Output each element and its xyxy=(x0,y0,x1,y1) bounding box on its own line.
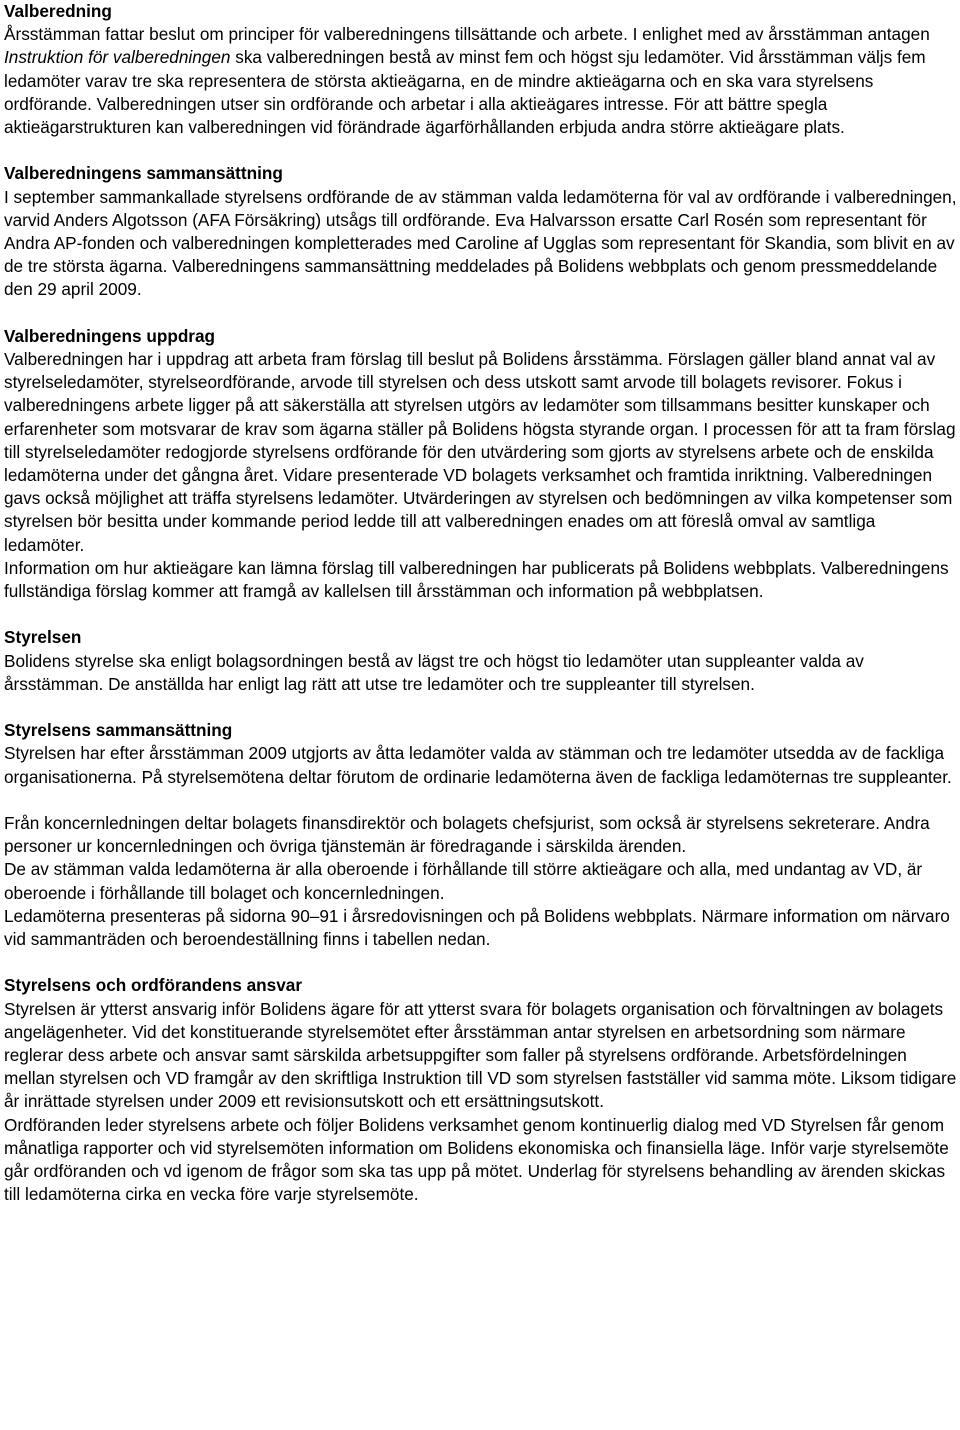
paragraph: De av stämman valda ledamöterna är alla oberoende i förhållande till större aktieägare och alla, med undantag av VD, är oberoende i förhållande till bolaget och koncernledningen. xyxy=(4,859,923,903)
section-heading: Styrelsens sammansättning xyxy=(4,720,233,741)
paragraph: Styrelsen har efter årsstämman 2009 utgjorts av åtta ledamöter valda av stämman och tre ledamöter utsedda av de fackliga organisationerna. På styrelsemötena deltar förutom de ordinarie ledamöterna även de fackliga ledamöternas tre suppleanter. xyxy=(4,743,952,787)
paragraph: Ordföranden leder styrelsens arbete och följer Bolidens verksamhet genom kontinuerlig dialog med VD Styrelsen får genom månatliga rapporter och vid styrelsemöten information om Bolidens ekonomiska och finansiella läge. Inför varje styrelsemöte går ordföranden och vd igenom de frågor som ska tas upp på mötet. Underlag för styrelsens behandling av ärenden skickas till ledamöterna cirka en vecka före varje styrelsemöte. xyxy=(4,1114,949,1205)
paragraph: Bolidens styrelse ska enligt bolagsordningen bestå av lägst tre och högst tio ledamöter utan suppleanter valda av årsstämman. De anställda har enligt lag rätt att utse tre ledamöter och tre suppleanter till styrelsen. xyxy=(4,650,864,694)
paragraph xyxy=(4,23,958,139)
section-valberedningens-uppdrag xyxy=(4,325,958,603)
paragraph: I september sammankallade styrelsens ordförande de av stämman valda ledamöterna för val av ordförande i valberedningen, varvid Anders Algotsson (AFA Försäkring) utsågs till ordförande. Eva Halvarsson ersatte Carl Rosén som representant för Andra AP-fonden och valberedningen kompletterades med Caroline af Ugglas som representant för Skandia, som blivit en av de tre största ägarna. Valberedningens sammansättning meddelades på Bolidens webbplats och genom pressmeddelande den 29 april 2009. xyxy=(4,186,957,300)
section-heading: Valberedning xyxy=(4,1,112,21)
paragraph-text: Årsstämman fattar beslut om principer för valberedningens tillsättande och arbete. I enlighet med av årsstämman antagen xyxy=(4,24,930,45)
paragraph: Ledamöterna presenteras på sidorna 90–91 i årsredovisningen och på Bolidens webbplats. Närmare information om närvaro vid sammanträden och beroendeställning finns i tabellen nedan. xyxy=(4,905,950,950)
section-heading: Styrelsens och ordförandens ansvar xyxy=(4,975,303,996)
section-styrelsen xyxy=(4,626,958,696)
instruction-title: Instruktion för valberedningen xyxy=(4,47,231,68)
paragraph-gap xyxy=(4,789,958,812)
section-styrelsens-och-ordforandens-ansvar xyxy=(4,974,958,1206)
document-page xyxy=(4,0,958,1206)
paragraph-text: ska valberedningen bestå av minst fem och högst sju ledamöter. Vid årsstämman väljs fem ledamöter varav tre ska representera de största aktieägarna, en de mindre aktieägarna och en ska vara styrelsens ordförande. Valberedningen utser sin ordförande och arbetar i alla aktieägares intresse. För att bättre spegla aktieägarstrukturen kan valberedningen vid förändrade ägarförhållanden erbjuda andra större aktieägare plats. xyxy=(4,47,926,138)
paragraph: Styrelsen är ytterst ansvarig inför Bolidens ägare för att ytterst svara för bolagets organisation och förvaltningen av bolagets angelägenheter. Vid det konstituerande styrelsemötet efter årsstämman antar styrelsen en arbetsordning som närmare reglerar dess arbete och ansvar samt särskilda arbetsuppgifter som faller på styrelsens ordförande. Arbetsfördelningen mellan styrelsen och VD framgår av den skriftliga Instruktion till VD som styrelsen fastställer vid samma möte. Liksom tidigare år inrättade styrelsen under 2009 ett revisionsutskott och ett ersättningsutskott. xyxy=(4,998,957,1112)
section-heading: Styrelsen xyxy=(4,627,82,648)
section-valberedning xyxy=(4,0,958,139)
paragraph: Från koncernledningen deltar bolagets finansdirektör och bolagets chefsjurist, som också är styrelsens sekreterare. Andra personer ur koncernledningen och övriga tjänstemän är föredragande i särskilda ärenden. xyxy=(4,813,930,857)
paragraph: Valberedningen har i uppdrag att arbeta fram förslag till beslut på Bolidens årsstämma. Förslagen gäller bland annat val av styrelseledamöter, styrelseordförande, arvode till styrelsen och dess utskott samt arvode till bolagets revisorer. Fokus i valberedningens arbete ligger på att säkerställa att styrelsen utgörs av ledamöter som tillsammans besitter kunskaper och erfarenheter som motsvarar de krav som ägarna ställer på Bolidens högsta styrande organ. I processen för att ta fram förslag till styrelseledamöter redogjorde styrelsens ordförande för den utvärdering som gjorts av styrelsens arbete och de enskilda ledamöterna under det gångna året. Vidare presenterade VD bolagets verksamhet och framtida inriktning. Valberedningen gavs också möjlighet att träffa styrelsens ledamöter. Utvärderingen av styrelsen och bedömningen av vilka kompetenser som styrelsen bör besitta under kommande period ledde till att valberedningen enades om att föreslå omval av samtliga ledamöter. xyxy=(4,349,956,555)
section-styrelsens-sammansattning xyxy=(4,719,958,951)
section-heading: Valberedningens uppdrag xyxy=(4,325,216,346)
section-valberedningens-sammansattning xyxy=(4,162,958,301)
section-heading: Valberedningens sammansättning xyxy=(4,163,283,184)
paragraph: Information om hur aktieägare kan lämna förslag till valberedningen har publicerats på Bolidens webbplats. Valberedningens fullständiga förslag kommer att framgå av kallelsen till årsstämman och information på webbplatsen. xyxy=(4,557,949,602)
